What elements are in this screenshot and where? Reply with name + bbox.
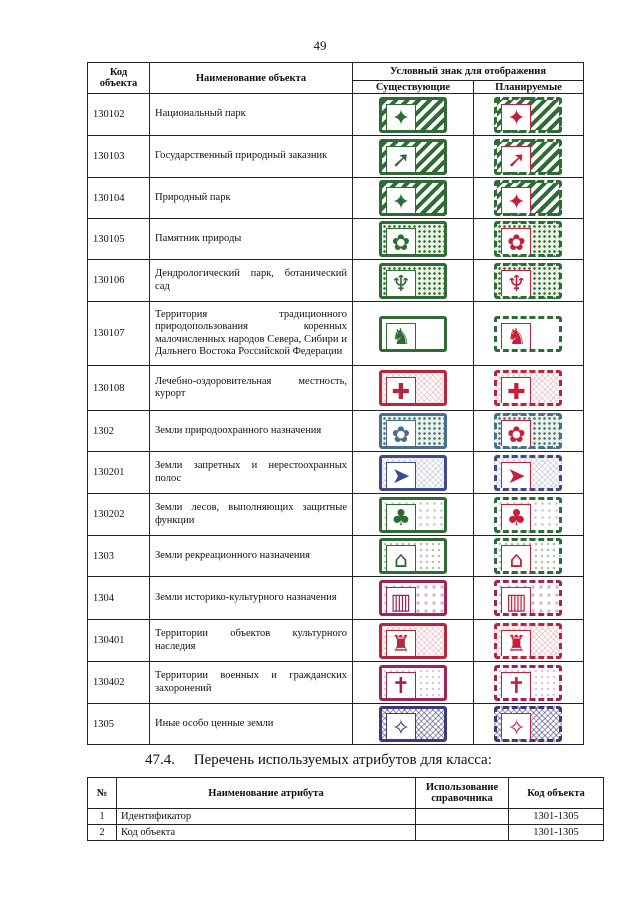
existing-symbol-130105 xyxy=(379,221,447,257)
symbol-existing xyxy=(353,620,474,662)
table-row xyxy=(88,411,584,452)
symbol-planned xyxy=(473,94,583,136)
object-code: 1302 xyxy=(88,411,150,452)
attr-header-num: № xyxy=(88,778,117,809)
existing-symbol-130104 xyxy=(379,180,447,216)
planned-symbol-1304 xyxy=(494,580,562,616)
existing-symbol-1305 xyxy=(379,706,447,742)
symbol-existing xyxy=(353,452,474,494)
table-row xyxy=(88,136,584,178)
table-row xyxy=(88,494,584,536)
symbol-existing xyxy=(353,366,474,411)
flower-icon: ✿ xyxy=(386,420,416,449)
existing-symbol-130103 xyxy=(379,139,447,175)
capital-icon: ♜ xyxy=(386,630,416,659)
table-row xyxy=(88,366,584,411)
fish-icon: ➤ xyxy=(386,462,416,491)
planned-symbol-130104 xyxy=(494,180,562,216)
object-name: Территория традиционного природопользования коренных малочисленных народов Севера, Сибири и Дальнего Востока Российской Федерации xyxy=(150,302,353,366)
existing-symbol-130106 xyxy=(379,263,447,299)
section-number: 47.4. xyxy=(145,752,175,768)
palm-tree-icon: ♆ xyxy=(501,270,531,299)
deer-icon: ♞ xyxy=(386,323,416,352)
planned-symbol-130108 xyxy=(494,370,562,406)
object-name: Земли историко-культурного назначения xyxy=(150,577,353,620)
header-planned: Планируемые xyxy=(473,81,583,94)
fish-icon: ➤ xyxy=(501,462,531,491)
symbol-existing xyxy=(353,302,474,366)
symbol-existing xyxy=(353,577,474,620)
symbol-planned xyxy=(473,260,583,302)
symbol-planned xyxy=(473,494,583,536)
object-code: 130105 xyxy=(88,219,150,260)
object-name: Земли рекреационного назначения xyxy=(150,536,353,577)
deer-icon: ♞ xyxy=(501,323,531,352)
planned-symbol-130103 xyxy=(494,139,562,175)
object-name: Памятник природы xyxy=(150,219,353,260)
maple-leaf-icon: ✦ xyxy=(386,104,416,133)
object-name: Иные особо ценные земли xyxy=(150,704,353,745)
maple-leaf-icon: ✦ xyxy=(501,187,531,216)
table-row xyxy=(88,536,584,577)
table-row xyxy=(88,825,604,841)
header-symbol-group: Условный знак для отображения xyxy=(353,63,584,81)
flower-icon: ✿ xyxy=(501,420,531,449)
object-name: Природный парк xyxy=(150,178,353,219)
clover-icon: ♣ xyxy=(386,504,416,533)
existing-symbol-130107 xyxy=(379,316,447,352)
capital-icon: ♜ xyxy=(501,630,531,659)
object-code: 130102 xyxy=(88,94,150,136)
object-symbols-table xyxy=(87,62,584,745)
object-name: Земли природоохранного назначения xyxy=(150,411,353,452)
attributes-table xyxy=(87,777,604,841)
symbol-planned xyxy=(473,302,583,366)
symbol-planned xyxy=(473,136,583,178)
table-row xyxy=(88,704,584,745)
cross-icon: ✝ xyxy=(501,672,531,701)
object-name: Дендрологический парк, ботанический сад xyxy=(150,260,353,302)
star-icon: ✧ xyxy=(501,713,531,742)
table-row xyxy=(88,219,584,260)
attr-usage xyxy=(416,825,509,841)
symbol-planned xyxy=(473,219,583,260)
planned-symbol-130106 xyxy=(494,263,562,299)
symbol-planned xyxy=(473,662,583,704)
object-code: 130106 xyxy=(88,260,150,302)
object-name: Земли лесов, выполняющих защитные функции xyxy=(150,494,353,536)
object-code: 130402 xyxy=(88,662,150,704)
palm-tree-icon: ♆ xyxy=(386,270,416,299)
existing-symbol-130201 xyxy=(379,455,447,491)
symbol-existing xyxy=(353,662,474,704)
attr-num: 1 xyxy=(88,809,117,825)
existing-symbol-130202 xyxy=(379,497,447,533)
existing-symbol-130402 xyxy=(379,665,447,701)
attr-usage xyxy=(416,809,509,825)
red-cross-icon: ✚ xyxy=(386,377,416,406)
symbol-planned xyxy=(473,452,583,494)
planned-symbol-1302 xyxy=(494,413,562,449)
existing-symbol-130102 xyxy=(379,97,447,133)
house-icon: ⌂ xyxy=(501,545,531,574)
header-existing: Существующие xyxy=(353,81,474,94)
attr-header-usage: Использование справочника xyxy=(416,778,509,809)
symbol-planned xyxy=(473,411,583,452)
object-name: Территории военных и гражданских захоронений xyxy=(150,662,353,704)
symbol-existing xyxy=(353,494,474,536)
house-icon: ⌂ xyxy=(386,545,416,574)
object-name: Территории объектов культурного наследия xyxy=(150,620,353,662)
header-name: Наименование объекта xyxy=(150,63,353,94)
kangaroo-icon: ➚ xyxy=(501,146,531,175)
red-cross-icon: ✚ xyxy=(501,377,531,406)
table-row xyxy=(88,662,584,704)
clover-icon: ♣ xyxy=(501,504,531,533)
symbol-existing xyxy=(353,536,474,577)
object-code: 130108 xyxy=(88,366,150,411)
planned-symbol-1305 xyxy=(494,706,562,742)
planned-symbol-130107 xyxy=(494,316,562,352)
kangaroo-icon: ➚ xyxy=(386,146,416,175)
object-name: Земли запретных и нерестоохранных полос xyxy=(150,452,353,494)
table-row xyxy=(88,620,584,662)
symbol-planned xyxy=(473,178,583,219)
symbol-existing xyxy=(353,411,474,452)
object-code: 130103 xyxy=(88,136,150,178)
existing-symbol-1303 xyxy=(379,538,447,574)
table-row xyxy=(88,260,584,302)
symbol-existing xyxy=(353,219,474,260)
attr-name: Код объекта xyxy=(117,825,416,841)
flower-icon: ✿ xyxy=(501,228,531,257)
object-code: 1303 xyxy=(88,536,150,577)
maple-leaf-icon: ✦ xyxy=(501,104,531,133)
symbol-existing xyxy=(353,178,474,219)
star-icon: ✧ xyxy=(386,713,416,742)
cross-icon: ✝ xyxy=(386,672,416,701)
symbol-planned xyxy=(473,704,583,745)
attr-code: 1301-1305 xyxy=(509,825,604,841)
symbol-planned xyxy=(473,366,583,411)
object-name: Национальный парк xyxy=(150,94,353,136)
flower-icon: ✿ xyxy=(386,228,416,257)
object-code: 1304 xyxy=(88,577,150,620)
symbol-existing xyxy=(353,94,474,136)
page-number: 49 xyxy=(313,38,327,53)
planned-symbol-130402 xyxy=(494,665,562,701)
object-code: 130202 xyxy=(88,494,150,536)
table-row xyxy=(88,94,584,136)
section-heading xyxy=(145,752,492,769)
table-row xyxy=(88,302,584,366)
table-row xyxy=(88,577,584,620)
column-icon: ▥ xyxy=(501,587,531,616)
planned-symbol-130201 xyxy=(494,455,562,491)
existing-symbol-1304 xyxy=(379,580,447,616)
symbol-existing xyxy=(353,136,474,178)
object-name: Лечебно-оздоровительная местность, курорт xyxy=(150,366,353,411)
object-name: Государственный природный заказник xyxy=(150,136,353,178)
symbol-existing xyxy=(353,260,474,302)
planned-symbol-130102 xyxy=(494,97,562,133)
object-code: 130401 xyxy=(88,620,150,662)
attr-header-name: Наименование атрибута xyxy=(117,778,416,809)
header-code: Код объекта xyxy=(88,63,150,94)
symbol-existing xyxy=(353,704,474,745)
symbol-planned xyxy=(473,577,583,620)
planned-symbol-130105 xyxy=(494,221,562,257)
attr-header-code: Код объекта xyxy=(509,778,604,809)
existing-symbol-130108 xyxy=(379,370,447,406)
maple-leaf-icon: ✦ xyxy=(386,187,416,216)
table-row xyxy=(88,452,584,494)
object-code: 130104 xyxy=(88,178,150,219)
existing-symbol-130401 xyxy=(379,623,447,659)
object-code: 130107 xyxy=(88,302,150,366)
existing-symbol-1302 xyxy=(379,413,447,449)
attr-code: 1301-1305 xyxy=(509,809,604,825)
planned-symbol-1303 xyxy=(494,538,562,574)
column-icon: ▥ xyxy=(386,587,416,616)
object-code: 130201 xyxy=(88,452,150,494)
section-title: Перечень используемых атрибутов для класса: xyxy=(193,752,492,768)
object-code: 1305 xyxy=(88,704,150,745)
planned-symbol-130202 xyxy=(494,497,562,533)
table-row xyxy=(88,178,584,219)
symbol-planned xyxy=(473,536,583,577)
attr-num: 2 xyxy=(88,825,117,841)
table-row xyxy=(88,809,604,825)
symbol-planned xyxy=(473,620,583,662)
planned-symbol-130401 xyxy=(494,623,562,659)
attr-name: Идентификатор xyxy=(117,809,416,825)
